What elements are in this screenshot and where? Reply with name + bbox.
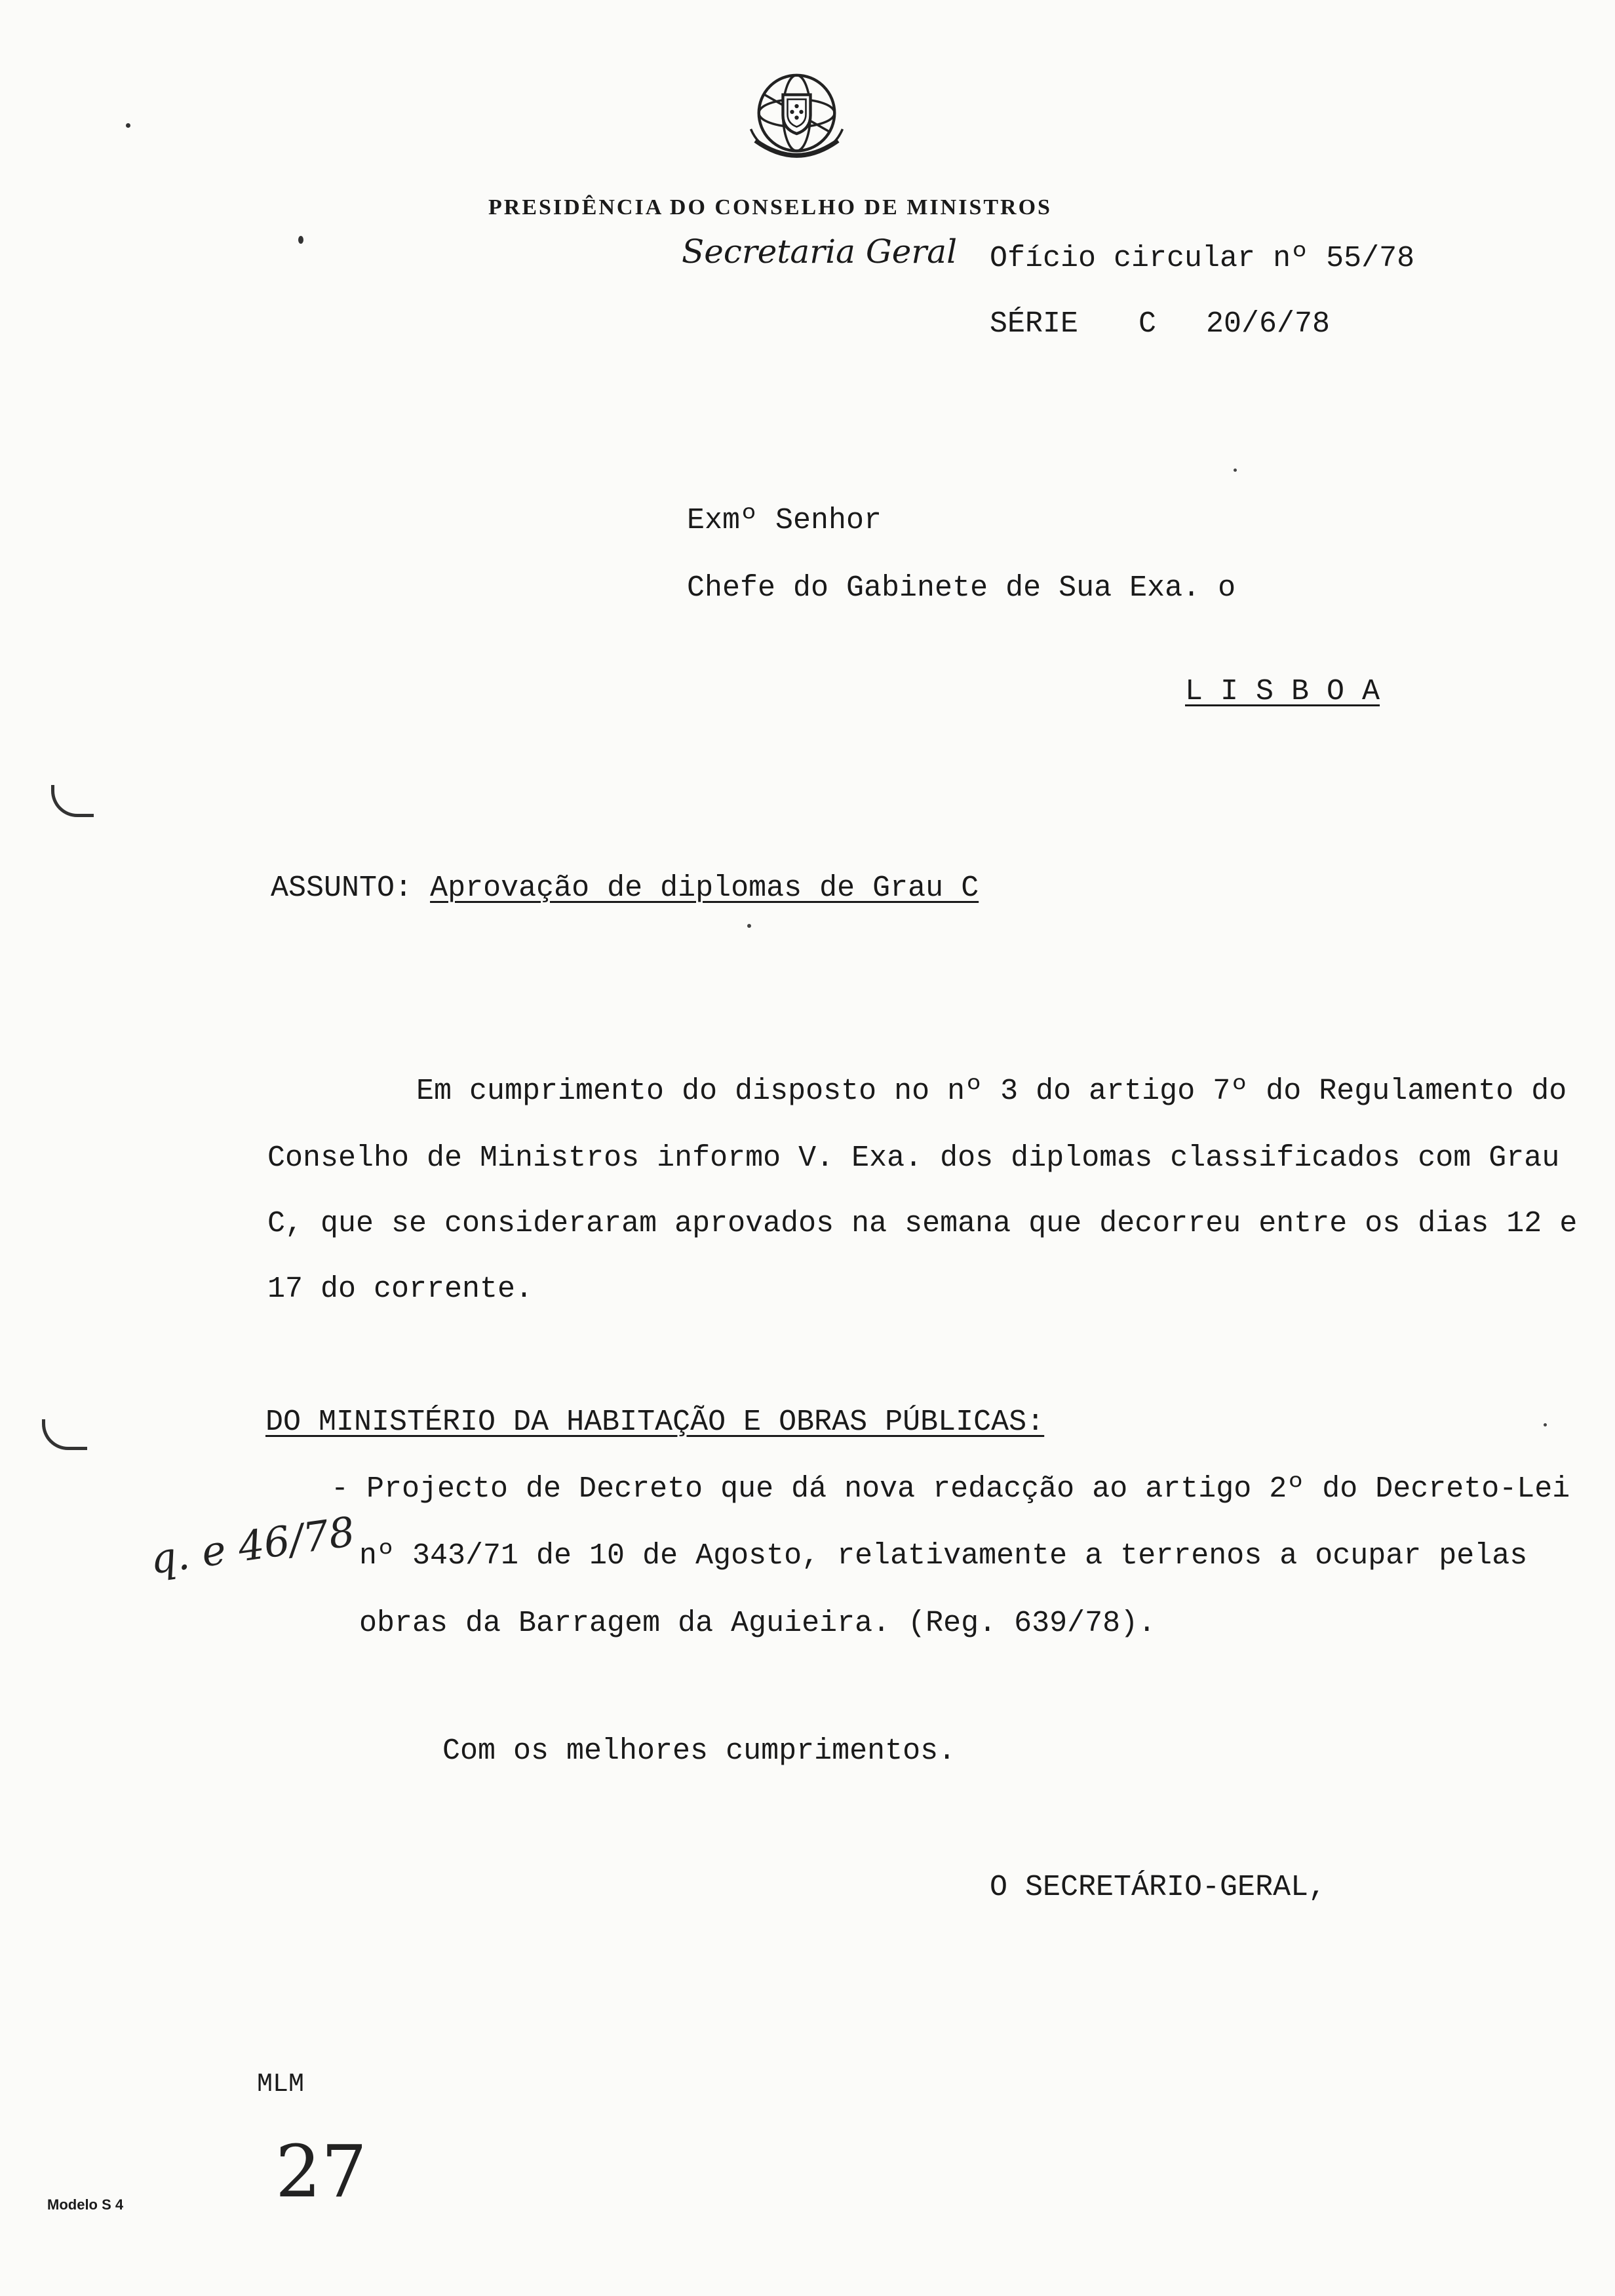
paper-speck — [298, 236, 303, 244]
handwritten-page-number: 27 — [275, 2130, 367, 2213]
letterhead-institution: PRESIDÊNCIA DO CONSELHO DE MINISTROS — [488, 195, 1052, 220]
ministry-item-line-1: - Projecto de Decreto que dá nova redacção ao artigo 2º do Decreto-Lei — [331, 1472, 1570, 1506]
paper-speck — [126, 123, 130, 128]
document-date: 20/6/78 — [1206, 307, 1331, 341]
body-line-1: Em cumprimento do disposto no nº 3 do artigo 7º do Regulamento do — [416, 1075, 1567, 1108]
letterhead-department: Secretaria Geral — [682, 233, 958, 271]
form-model-label: Modelo S 4 — [47, 2196, 124, 2213]
paper-speck — [747, 924, 751, 928]
series-value: C — [1138, 307, 1157, 341]
ministry-item-line-2: nº 343/71 de 10 de Agosto, relativamente a terrenos a ocupar pelas — [359, 1539, 1528, 1573]
series-label: SÉRIE — [990, 307, 1079, 341]
body-line-2: Conselho de Ministros informo V. Exa. dos diplomas classificados com Grau — [267, 1141, 1560, 1175]
ministry-heading: DO MINISTÉRIO DA HABITAÇÃO E OBRAS PÚBLICAS: — [265, 1406, 1045, 1439]
addressee-city: L I S B O A — [1185, 675, 1380, 708]
closing-line: Com os melhores cumprimentos. — [442, 1734, 956, 1768]
signature-title: O SECRETÁRIO-GERAL, — [990, 1871, 1327, 1904]
salutation: Exmº Senhor — [687, 504, 882, 537]
addressee-title: Chefe do Gabinete de Sua Exa. o — [687, 571, 1236, 605]
paper-speck — [1234, 469, 1237, 472]
ministry-item-line-3: obras da Barragem da Aguieira. (Reg. 639/78). — [359, 1607, 1156, 1640]
subject-text: Aprovação de diplomas de Grau C — [430, 871, 979, 905]
punch-hole-mark — [51, 785, 94, 817]
coat-of-arms-emblem — [739, 60, 854, 175]
handwritten-margin-note: q. e 46/78 — [147, 1507, 358, 1584]
subject-label: ASSUNTO: — [271, 871, 413, 905]
body-line-4: 17 do corrente. — [267, 1272, 534, 1306]
paper-speck — [1544, 1423, 1547, 1426]
author-initials: MLM — [257, 2070, 305, 2099]
punch-hole-mark — [42, 1419, 87, 1450]
circular-reference: Ofício circular nº 55/78 — [990, 242, 1415, 275]
body-line-3: C, que se consideraram aprovados na semana que decorreu entre os dias 12 e — [267, 1207, 1578, 1240]
subject-line — [271, 873, 979, 903]
armillary-sphere-icon — [739, 60, 854, 175]
